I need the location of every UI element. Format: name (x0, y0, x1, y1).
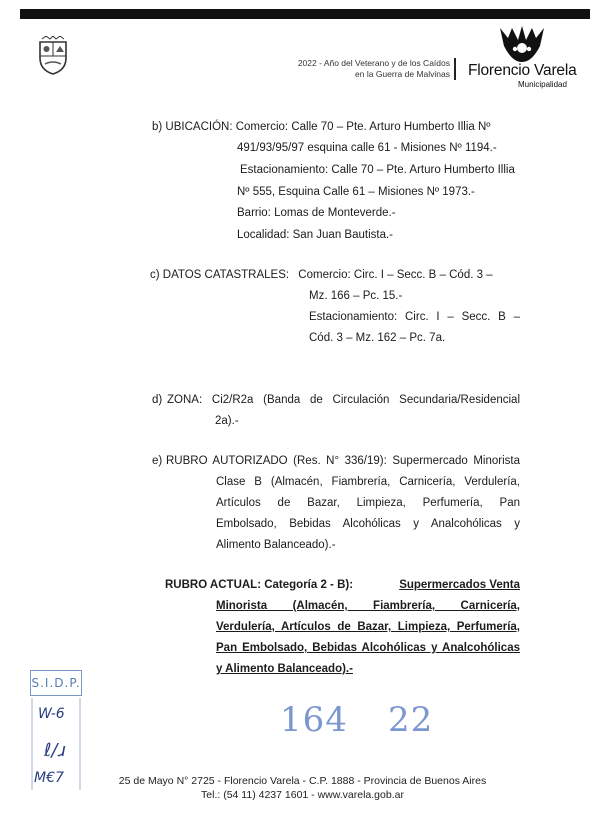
handwritten-note-2: ℓ/ɹ (44, 740, 66, 761)
rubro-actual-line-2: Minorista (Almacén, Fiambrería, Carnicería, (216, 600, 520, 612)
section-b-line-1-text: Comercio: Calle 70 – Pte. Arturo Humberto Illia Nº (235, 121, 491, 133)
section-b-line-5: Barrio: Lomas de Monteverde.- (237, 207, 396, 219)
section-c-label: c) DATOS CATASTRALES: (150, 269, 290, 281)
section-e-line-1: RUBRO AUTORIZADO (Res. N° 336/19): Supermercado Minorista (166, 455, 520, 467)
brand-name: Florencio Varela (468, 62, 577, 79)
section-d-label: d) (152, 394, 163, 406)
section-c-line-1 (150, 264, 493, 286)
section-b-line-6: Localidad: San Juan Bautista.- (237, 229, 393, 241)
sidp-stamp-box: S.I.D.P. (30, 670, 82, 696)
rubro-actual-line-1-text: Supermercados Venta (399, 579, 520, 591)
section-c-line-2: Mz. 166 – Pc. 15.- (309, 290, 403, 302)
rubro-actual-line-3: Verdulería, Artículos de Bazar, Limpieza, Perfumería, (216, 621, 520, 633)
section-b-line-4: Nº 555, Esquina Calle 61 – Misiones Nº 1973.- (237, 186, 475, 198)
section-c-line-4: Cód. 3 – Mz. 162 – Pc. 7a. (309, 332, 446, 344)
motto-line-1: 2022 - Año del Veterano y de los Caídos (297, 58, 450, 68)
section-b-line-2: 491/93/95/97 esquina calle 61 - Misiones Nº 1194.- (237, 142, 497, 154)
section-e-line-2: Clase B (Almacén, Fiambrería, Carnicería, Verdulería, (216, 476, 520, 488)
footer (0, 774, 605, 802)
folio-part-1: 164 (280, 700, 348, 740)
footer-contact: Tel.: (54 11) 4237 1601 - www.varela.gob.ar (201, 789, 404, 801)
rubro-actual-line-1 (165, 574, 520, 596)
handwritten-note-1: W-6 (38, 706, 65, 722)
folio-part-2: 22 (388, 700, 434, 740)
section-d-line-1: ZONA: Ci2/R2a (Banda de Circulación Secundaria/Residencial (167, 394, 520, 406)
handwritten-note-3: M€7 (34, 770, 64, 786)
rubro-actual-label: RUBRO ACTUAL: Categoría 2 - B): (165, 579, 354, 591)
rubro-actual-line-4: Pan Embolsado, Bebidas Alcohólicas y Analcohólicas (216, 642, 520, 654)
section-b-line-1 (152, 116, 490, 138)
motto-line-2: en la Guerra de Malvinas (355, 69, 450, 79)
section-d-line-2: 2a).- (215, 415, 239, 427)
sidp-stamp (30, 670, 82, 790)
section-e-line-3: Artículos de Bazar, Limpieza, Perfumería, Pan (216, 497, 520, 509)
section-e-line-4: Embolsado, Bebidas Alcohólicas y Analcohólicas y (216, 518, 520, 530)
rubro-actual-line-5: y Alimento Balanceado).- (216, 663, 353, 675)
brand-subtitle: Municipalidad (518, 80, 567, 89)
footer-address: 25 de Mayo N° 2725 - Florencio Varela - C.P. 1888 - Provincia de Buenos Aires (118, 775, 487, 787)
section-b-line-3: Estacionamiento: Calle 70 – Pte. Arturo Humberto Illia (240, 164, 515, 176)
section-c-line-3: Estacionamiento: Circ. I – Secc. B – (309, 311, 520, 323)
section-e-label: e) (152, 455, 163, 467)
section-e-line-5: Alimento Balanceado).- (216, 539, 336, 551)
section-c-line-1-text: Comercio: Circ. I – Secc. B – Cód. 3 – (298, 269, 493, 281)
section-b-label: b) UBICACIÓN: (152, 121, 233, 133)
